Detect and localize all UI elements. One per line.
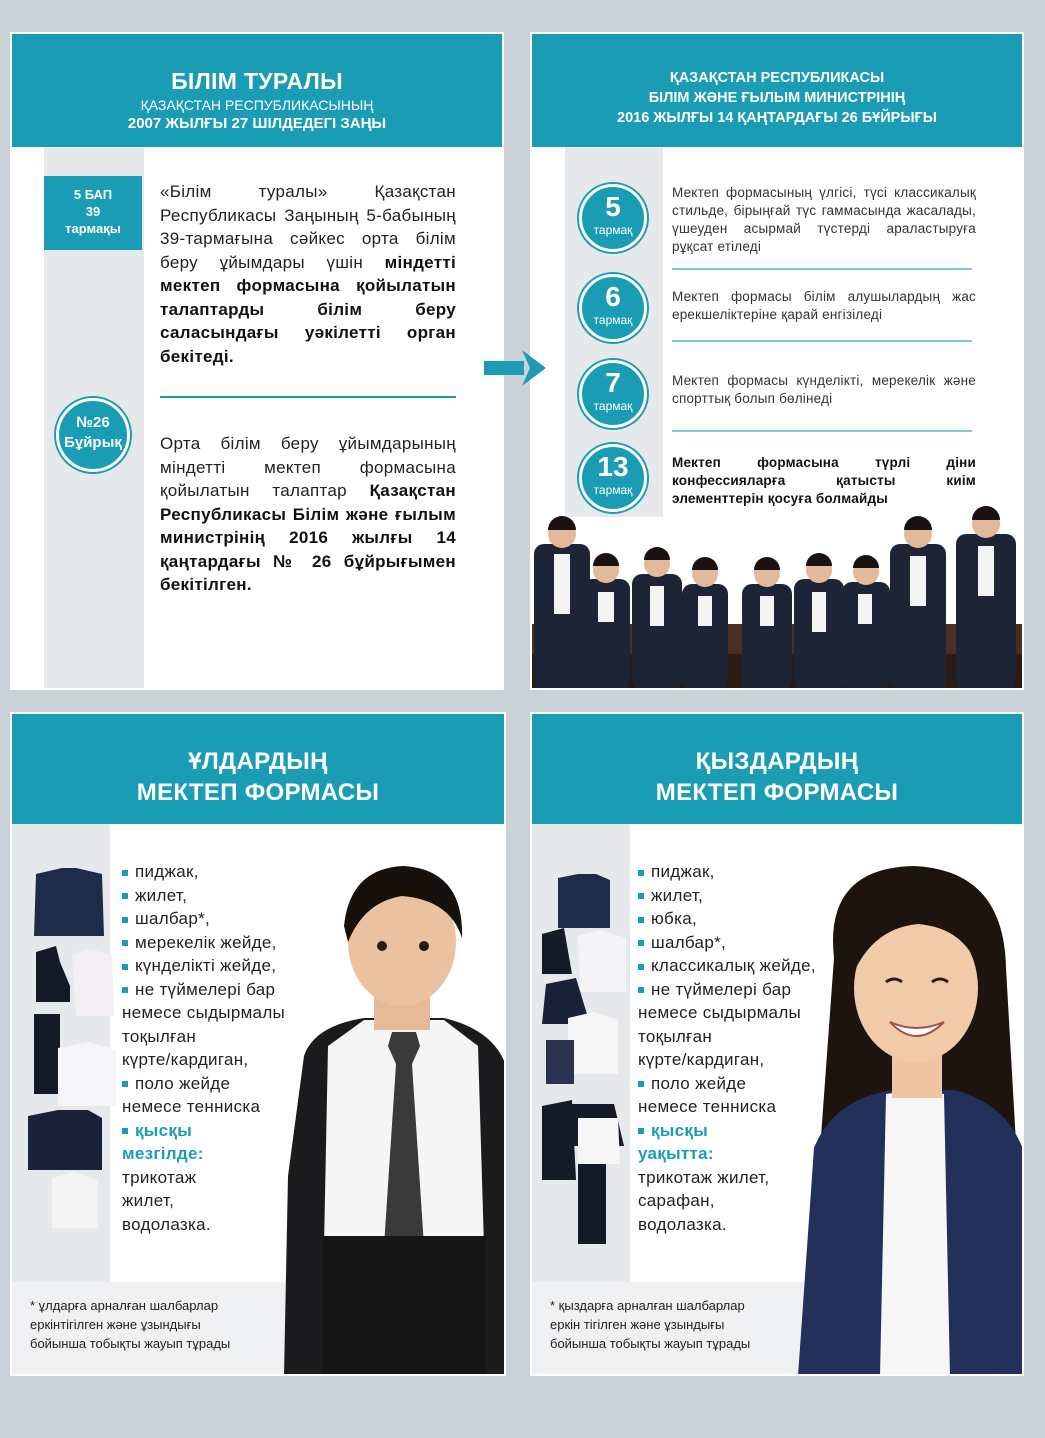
bullet-icon bbox=[122, 1081, 128, 1087]
boys-items-list bbox=[122, 860, 285, 1236]
bullet-icon bbox=[638, 870, 644, 876]
list-item-text: юбка, bbox=[651, 909, 697, 928]
clause-badge bbox=[579, 444, 647, 512]
clause-label: тармақ bbox=[593, 399, 633, 413]
clause-divider bbox=[672, 430, 972, 432]
clause-text: Мектеп формасының үлгісі, түсі классикалық стильде, бірыңғай түс гаммасында жасалады, үшеуден асырмай түстерді араластыруға рұқсат етіледі bbox=[672, 185, 976, 254]
list-item-text: немесе сыдырмалы bbox=[638, 1003, 802, 1022]
boys-clothing-images bbox=[22, 866, 116, 1236]
bullet-icon bbox=[638, 1128, 644, 1134]
law-subtitle: ҚАЗАҚСТАН РЕСПУБЛИКАСЫНЫҢ bbox=[140, 97, 374, 113]
bullet-icon bbox=[638, 987, 644, 993]
clause-label: тармақ bbox=[593, 313, 633, 327]
law-paragraph-1-text: «Білім туралы» Қазақстан Республикасы Заңының 5-бабының 39-тармағына сәйкес орта білім беру ұйымдары үшін bbox=[160, 182, 456, 272]
girls-title-line1: ҚЫЗДАРДЫҢ bbox=[695, 748, 859, 775]
list-item-text: жилет, bbox=[135, 885, 188, 905]
list-item-text: немесе тенниска bbox=[122, 1097, 261, 1116]
list-item bbox=[638, 884, 816, 908]
boys-footnote-line: бойынша тобықты жауып тұрады bbox=[30, 1336, 231, 1351]
list-item-text: водолазка. bbox=[638, 1214, 727, 1234]
order-header bbox=[532, 34, 1022, 147]
list-item-text: немесе сыдырмалы bbox=[122, 1003, 286, 1022]
article-badge bbox=[44, 176, 142, 250]
bullet-icon bbox=[122, 964, 128, 970]
law-paragraph-1 bbox=[160, 180, 456, 368]
order-badge-number: №26 bbox=[76, 414, 110, 431]
girls-footnote-line: бойынша тобықты жауып тұрады bbox=[550, 1336, 751, 1351]
list-item bbox=[638, 907, 816, 931]
list-item-text: мерекелік жейде, bbox=[135, 932, 277, 952]
list-item bbox=[638, 1119, 816, 1143]
list-item bbox=[638, 954, 816, 978]
girls-items-list bbox=[638, 860, 816, 1236]
list-item-text: пиджак, bbox=[135, 862, 199, 881]
girls-clothing-images bbox=[538, 874, 632, 1244]
clause-label: тармақ bbox=[593, 223, 633, 237]
law-title: БІЛІМ ТУРАЛЫ bbox=[171, 68, 343, 94]
bullet-icon bbox=[122, 893, 128, 899]
law-paragraph-2-bold: Қазақстан Республикасы Білім және ғылым министрінің 2016 жылғы 14 қаңтардағы № 26 бұйрығымен бекітілген. bbox=[160, 481, 456, 594]
list-item bbox=[122, 907, 285, 931]
boys-footnote-line: еркінтігілген және ұзындығы bbox=[30, 1317, 201, 1332]
list-item-text: трикотаж жилет, bbox=[638, 1167, 770, 1187]
list-item-text: поло жейде bbox=[135, 1073, 231, 1093]
clause-badge bbox=[579, 184, 647, 252]
list-item-text: не түймелері бар bbox=[135, 979, 276, 999]
law-paragraph-2 bbox=[160, 432, 456, 597]
boys-title-line2: МЕКТЕП ФОРМАСЫ bbox=[136, 779, 380, 806]
list-item bbox=[638, 931, 816, 955]
bullet-icon bbox=[122, 1128, 128, 1134]
bullet-icon bbox=[638, 964, 644, 970]
list-item-text: не түймелері бар bbox=[651, 979, 792, 999]
order-panel bbox=[530, 32, 1024, 690]
list-item-text: тоқылған bbox=[638, 1026, 713, 1046]
clause-number: 6 bbox=[605, 281, 621, 312]
law-date: 2007 ЖЫЛҒЫ 27 ШІЛДЕДЕГІ ЗАҢЫ bbox=[127, 115, 387, 132]
list-item-text: күрте/кардиган, bbox=[122, 1050, 249, 1069]
bullet-icon bbox=[122, 870, 128, 876]
girls-header bbox=[532, 714, 1022, 824]
order-header-line1: ҚАЗАҚСТАН РЕСПУБЛИКАСЫ bbox=[669, 70, 885, 86]
list-item-text: шалбар*, bbox=[135, 909, 211, 928]
list-item-text: шалбар*, bbox=[651, 932, 727, 952]
list-item-text: классикалық жейде, bbox=[651, 956, 816, 975]
law-paragraph-1-bold: міндетті мектеп формасына қойылатын талаптарды білім беру саласындағы уәкілетті орган бекітеді. bbox=[160, 252, 456, 366]
list-item bbox=[638, 1072, 816, 1096]
list-item-text: пиджак, bbox=[651, 862, 715, 881]
list-item bbox=[122, 954, 285, 978]
article-badge-line1: 5 БАП bbox=[73, 187, 113, 202]
list-item bbox=[122, 884, 285, 908]
clause-text: Мектеп формасы күнделікті, мерекелік және спорттық болып бөлінеді bbox=[672, 373, 976, 406]
clause-label: тармақ bbox=[593, 483, 633, 497]
bullet-icon bbox=[122, 987, 128, 993]
clause-divider bbox=[672, 340, 972, 342]
clause-divider bbox=[672, 268, 972, 270]
bullet-icon bbox=[638, 1081, 644, 1087]
clause-badge bbox=[579, 274, 647, 342]
girls-footnote-line: еркін тігілген және ұзындығы bbox=[550, 1317, 725, 1332]
list-item bbox=[122, 978, 285, 1002]
clause-text: Мектеп формасына түрлі діни конфессияларға қатысты киім элементтерін қосуға болмайды bbox=[672, 455, 976, 506]
list-item bbox=[122, 1119, 285, 1143]
clause-number: 13 bbox=[597, 451, 629, 482]
list-item-text: немесе тенниска bbox=[638, 1097, 777, 1116]
boys-title-line1: ҰЛДАРДЫҢ bbox=[188, 748, 328, 775]
arrow-right-icon bbox=[484, 348, 548, 388]
bullet-icon bbox=[122, 940, 128, 946]
bullet-icon bbox=[638, 917, 644, 923]
clause-number: 5 bbox=[605, 191, 621, 222]
clause-number: 7 bbox=[605, 367, 621, 398]
clause-text: Мектеп формасы білім алушылардың жас ерекшеліктеріне қарай енгізіледі bbox=[672, 289, 976, 322]
boy-photo bbox=[274, 846, 506, 1376]
clause-badge bbox=[579, 360, 647, 428]
list-item bbox=[122, 860, 285, 884]
girls-footnote bbox=[550, 1296, 750, 1353]
order-badge-label: Бұйрық bbox=[64, 434, 122, 451]
girls-uniform-panel bbox=[530, 712, 1024, 1376]
list-item-text: мезгілде: bbox=[122, 1144, 204, 1163]
boys-footnote-line: * ұлдарға арналған шалбарлар bbox=[30, 1298, 219, 1313]
law-header bbox=[12, 34, 502, 147]
students-group-photo bbox=[532, 504, 1022, 690]
list-item bbox=[122, 931, 285, 955]
bullet-icon bbox=[638, 940, 644, 946]
order-badge bbox=[56, 398, 130, 472]
list-item-text: күрте/кардиган, bbox=[638, 1050, 765, 1069]
list-item-text: жилет, bbox=[651, 885, 704, 905]
list-item bbox=[638, 978, 816, 1002]
list-item bbox=[638, 860, 816, 884]
order-header-line2: БІЛІМ ЖӘНЕ ҒЫЛЫМ МИНИСТРІНІҢ bbox=[648, 90, 906, 106]
girls-title-line2: МЕКТЕП ФОРМАСЫ bbox=[655, 779, 899, 806]
list-item bbox=[122, 1072, 285, 1096]
girls-footnote-line: * қыздарға арналған шалбарлар bbox=[550, 1298, 745, 1313]
list-item-text: поло жейде bbox=[651, 1073, 747, 1093]
list-item-text: қысқы bbox=[651, 1120, 709, 1140]
list-item-text: қысқы bbox=[135, 1120, 193, 1140]
article-badge-line2: 39 bbox=[85, 204, 101, 219]
girl-photo bbox=[794, 858, 1024, 1376]
list-item-text: трикотаж bbox=[122, 1167, 197, 1187]
law-paragraph-2-text: Орта білім беру ұйымдарының міндетті мектеп формасына қойылатын талаптар bbox=[160, 434, 456, 500]
bullet-icon bbox=[122, 917, 128, 923]
list-item-text: водолазка. bbox=[122, 1214, 211, 1234]
order-header-line3: 2016 ЖЫЛҒЫ 14 ҚАҢТАРДАҒЫ 26 БҰЙРЫҒЫ bbox=[617, 110, 937, 126]
list-item-text: уақытта: bbox=[638, 1144, 714, 1163]
boys-uniform-panel bbox=[10, 712, 506, 1376]
list-item-text: сарафан, bbox=[638, 1191, 715, 1210]
boys-header bbox=[12, 714, 504, 824]
boys-footnote bbox=[30, 1296, 230, 1353]
law-divider bbox=[160, 396, 456, 398]
list-item-text: жилет, bbox=[122, 1191, 175, 1210]
bullet-icon bbox=[638, 893, 644, 899]
list-item-text: күнделікті жейде, bbox=[135, 956, 277, 975]
article-badge-line3: тармақы bbox=[65, 221, 121, 236]
law-panel bbox=[10, 32, 504, 690]
list-item-text: тоқылған bbox=[122, 1026, 197, 1046]
